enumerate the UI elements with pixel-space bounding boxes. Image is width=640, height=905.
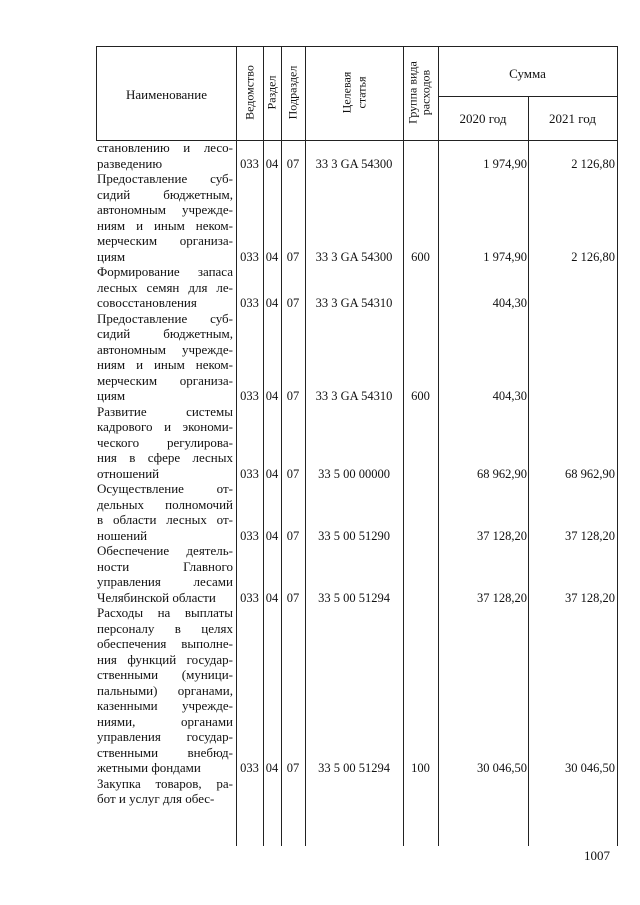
row-podrazdel: 07 [286, 156, 300, 171]
row-sum-2020: 404,30 [492, 389, 527, 403]
row-vedomstvo: 033 [240, 156, 259, 171]
row-name-line: ственными (муници- [97, 667, 233, 682]
row-vedomstvo: 033 [240, 590, 259, 605]
row-vedomstvo: 033 [240, 528, 259, 543]
row-razdel: 04 [265, 761, 279, 775]
col-line-right [617, 46, 618, 846]
row-celevaya: 33 3 GA 54300 [315, 249, 393, 264]
header-celevaya-1: Целевая [339, 71, 354, 114]
row-celevaya: 33 5 00 51290 [318, 528, 390, 543]
row-name-line: сидий бюджетным, [97, 326, 233, 341]
row-name-line: циям [97, 248, 126, 264]
row-name-line: ния функций государ- [97, 651, 233, 667]
header-summa: Сумма [509, 66, 546, 81]
header-podrazdel: Подраздел [285, 65, 300, 120]
row-vedomstvo: 033 [240, 466, 259, 481]
row-name-line: управления лесами [97, 574, 233, 589]
row-razdel: 04 [265, 296, 279, 310]
row-name-line: отношений [97, 465, 160, 481]
row-name-line: в области лесных от- [97, 512, 233, 527]
row-name-line: Осуществление от- [97, 481, 233, 496]
row-name-line: совосстановления [97, 295, 197, 310]
row-name-line: персоналу в целях [97, 620, 233, 636]
row-sum-2020: 68 962,90 [477, 466, 527, 481]
row-sum-2020: 37 128,20 [477, 590, 527, 605]
row-name-line: пальными) органами, [97, 682, 233, 698]
row-sum-2020: 1 974,90 [483, 249, 527, 264]
row-podrazdel: 07 [286, 528, 300, 543]
row-sum-2021: 37 128,20 [565, 528, 615, 543]
row-name-line: ниями, органами [97, 713, 233, 729]
row-name-line: ниям и иным неком- [97, 217, 233, 233]
row-podrazdel: 07 [286, 389, 300, 403]
row-name-line: Формирование запаса [97, 264, 233, 279]
row-razdel: 04 [265, 466, 279, 481]
row-name-line: мерческим организа- [97, 372, 233, 388]
row-name-line: ния в сфере лесных [97, 450, 233, 465]
row-razdel: 04 [265, 249, 279, 264]
table-top-border [96, 46, 617, 47]
row-sum-2020: 37 128,20 [477, 528, 527, 543]
row-name-line: ности Главного [97, 558, 233, 574]
row-razdel: 04 [265, 590, 279, 605]
row-sum-2021: 2 126,80 [571, 156, 615, 171]
row-name-line: циям [97, 388, 126, 403]
row-name-line: бот и услуг для обес- [97, 791, 215, 806]
row-celevaya: 33 5 00 51294 [318, 590, 390, 605]
header-gruppa-1: Группа вида [405, 61, 420, 124]
header-celevaya-2: статья [354, 76, 369, 109]
row-gruppa: 100 [411, 761, 430, 775]
row-name-line: обеспечения выполне- [97, 636, 233, 651]
row-name-line: Челябинской области [97, 589, 216, 605]
header-name: Наименование [126, 87, 207, 102]
row-name-line: разведению [97, 155, 163, 171]
row-razdel: 04 [265, 156, 279, 171]
row-name-line: ственными внебюд- [97, 744, 233, 760]
row-name-line: ношений [97, 527, 148, 543]
row-gruppa: 600 [411, 389, 430, 403]
row-podrazdel: 07 [286, 296, 300, 310]
row-podrazdel: 07 [286, 466, 300, 481]
row-sum-2021: 2 126,80 [571, 249, 615, 264]
row-name-line: кадрового и экономи- [97, 419, 233, 434]
row-celevaya: 33 5 00 51294 [318, 761, 390, 775]
row-name-line: автономным учрежде- [97, 341, 233, 357]
row-name-line: жетными фондами [97, 760, 201, 775]
col-line-grp [403, 46, 404, 846]
header-year-2020: 2020 год [459, 111, 507, 126]
header-year-2021: 2021 год [549, 111, 596, 126]
row-celevaya: 33 3 GA 54310 [315, 389, 393, 403]
row-sum-2021: 37 128,20 [565, 590, 615, 605]
row-podrazdel: 07 [286, 761, 300, 775]
row-vedomstvo: 033 [240, 389, 259, 403]
row-razdel: 04 [265, 389, 279, 403]
row-name-line: Обеспечение деятель- [97, 543, 233, 558]
row-sum-2020: 30 046,50 [477, 761, 527, 775]
row-name-line: мерческим организа- [97, 233, 233, 248]
row-vedomstvo: 033 [240, 249, 259, 264]
row-name-line: становлению и лесо- [97, 140, 233, 155]
row-celevaya: 33 3 GA 54300 [315, 156, 393, 171]
row-name-line: Развитие системы [97, 403, 233, 419]
row-celevaya: 33 5 00 00000 [318, 466, 390, 481]
row-podrazdel: 07 [286, 249, 300, 264]
row-name-line: Расходы на выплаты [97, 605, 233, 620]
header-gruppa-2: расходов [418, 69, 433, 116]
page-number: 1007 [584, 848, 610, 863]
row-name-line: Закупка товаров, ра- [97, 775, 233, 791]
row-celevaya: 33 3 GA 54310 [315, 296, 393, 310]
row-razdel: 04 [265, 528, 279, 543]
row-name-line: управления государ- [97, 729, 233, 744]
row-name-line: сидий бюджетным, [97, 186, 233, 202]
row-name-line: казенными учрежде- [97, 698, 233, 713]
row-name-line: автономным учрежде- [97, 202, 233, 217]
row-name-line: ческого регулирова- [97, 434, 233, 450]
row-sum-2020: 404,30 [492, 296, 527, 310]
row-name-line: лесных семян для ле- [97, 279, 233, 295]
row-name-line: дельных полномочий [97, 496, 233, 512]
row-sum-2020: 1 974,90 [483, 156, 527, 171]
row-gruppa: 600 [411, 249, 430, 264]
row-name-line: Предоставление суб- [97, 171, 233, 186]
row-name-line: Предоставление суб- [97, 310, 233, 326]
row-vedomstvo: 033 [240, 296, 259, 310]
row-sum-2021: 30 046,50 [565, 761, 615, 775]
row-podrazdel: 07 [286, 590, 300, 605]
row-sum-2021: 68 962,90 [565, 466, 615, 481]
row-name-line: ниям и иным неком- [97, 357, 233, 372]
header-vedomstvo: Ведомство [242, 65, 257, 120]
row-vedomstvo: 033 [240, 761, 259, 775]
header-razdel: Раздел [264, 75, 279, 110]
